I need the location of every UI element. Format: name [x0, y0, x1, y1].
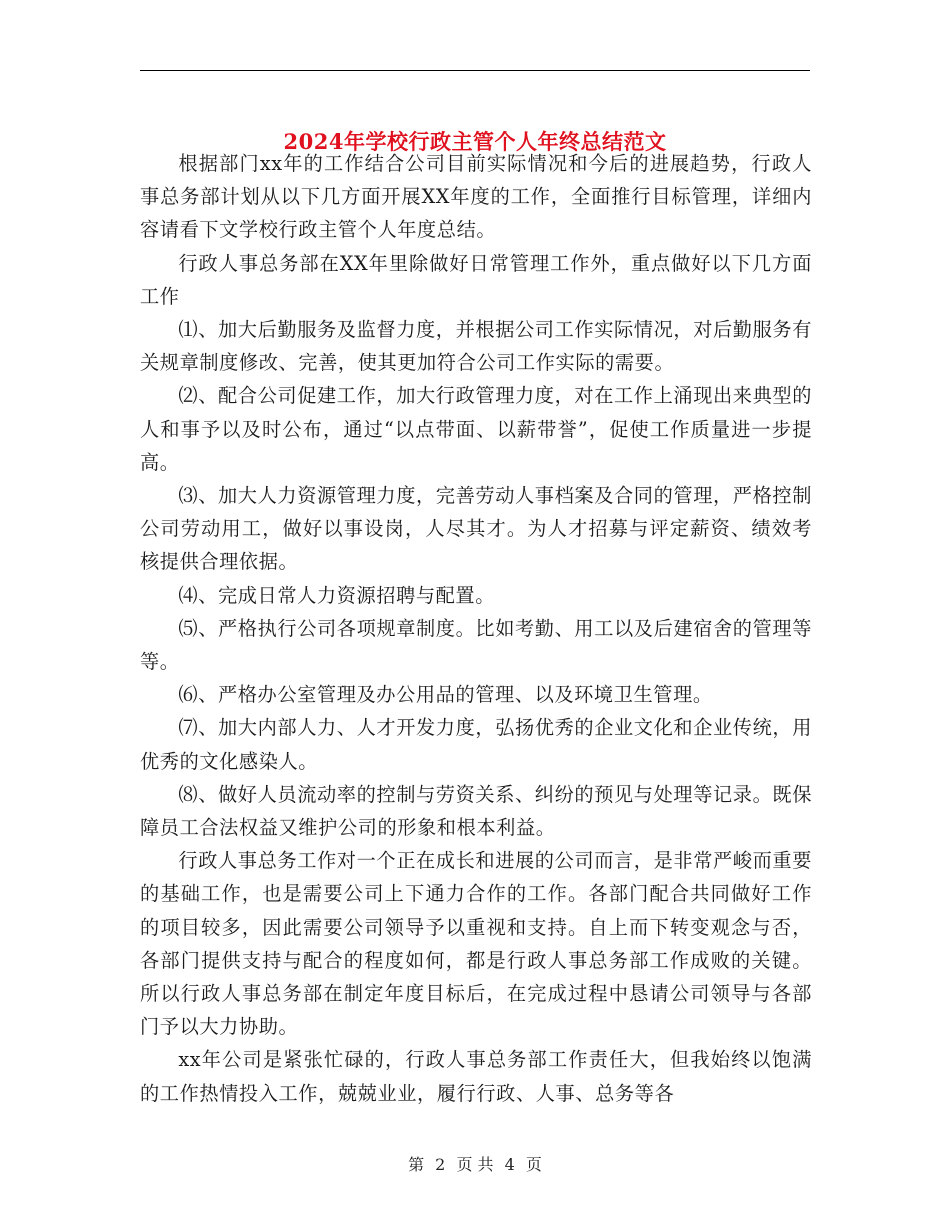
list-item-7: ⑺、加大内部人力、人才开发力度，弘扬优秀的企业文化和企业传统，用优秀的文化感染人。 [140, 716, 812, 773]
list-item-3: ⑶、加大人力资源管理力度，完善劳动人事档案及合同的管理，严格控制公司劳动用工，做好以事设岗，人尽其才。为人才招募与评定薪资、绩效考核提供合理依据。 [140, 484, 812, 574]
paragraph-closing: xx年公司是紧张忙碌的，行政人事总务部工作责任大，但我始终以饱满的工作热情投入工作，兢兢业业，履行行政、人事、总务等各 [140, 1048, 812, 1105]
paragraph-importance: 行政人事总务工作对一个正在成长和进展的公司而言，是非常严峻而重要的基础工作，也是需要公司上下通力合作的工作。各部门配合共同做好工作的项目较多，因此需要公司领导予以重视和支持。自上而下转变观念与否，各部门提供支持与配合的程度如何，都是行政人事总务部工作成败的关键。所以行政人事总务部在制定年度目标后，在完成过程中恳请公司领导与各部门予以大力协助。 [140, 849, 812, 1039]
list-item-8: ⑻、做好人员流动率的控制与劳资关系、纠纷的预见与处理等记录。既保障员工合法权益又维护公司的形象和根本利益。 [140, 782, 812, 840]
page-footer [0, 1153, 950, 1177]
list-item-5: ⑸、严格执行公司各项规章制度。比如考勤、用工以及后建宿舍的管理等等。 [140, 616, 812, 674]
page-suffix: 页 [525, 1155, 542, 1174]
document-body [140, 147, 812, 1110]
list-item-6: ⑹、严格办公室管理及办公用品的管理、以及环境卫生管理。 [178, 683, 713, 707]
paragraph-intro: 根据部门xx年的工作结合公司目前实际情况和今后的进展趋势，行政人事总务部计划从以下几方面开展XX年度的工作，全面推行目标管理，详细内容请看下文学校行政主管个人年度总结。 [140, 152, 812, 242]
list-item-1: ⑴、加大后勤服务及监督力度，并根据公司工作实际情况，对后勤服务有关规章制度修改、完善，使其更加符合公司工作实际的需要。 [140, 318, 812, 375]
page-prefix: 第 [408, 1155, 425, 1174]
header-rule [140, 70, 810, 71]
list-item-4: ⑷、完成日常人力资源招聘与配置。 [178, 583, 495, 607]
page-middle-text: 页 共 [456, 1155, 494, 1174]
document-title: 2024年学校行政主管个人年终总结范文 [283, 129, 667, 155]
list-item-2: ⑵、配合公司促建工作，加大行政管理力度，对在工作上涌现出来典型的人和事予以及时公布，通过“以点带面、以薪带誉”，促使工作质量进一步提高。 [140, 384, 812, 474]
page-current-number: 2 [435, 1155, 446, 1174]
page-total-number: 4 [504, 1155, 515, 1174]
paragraph-focus-areas: 行政人事总务部在XX年里除做好日常管理工作外，重点做好以下几方面工作 [140, 251, 812, 308]
